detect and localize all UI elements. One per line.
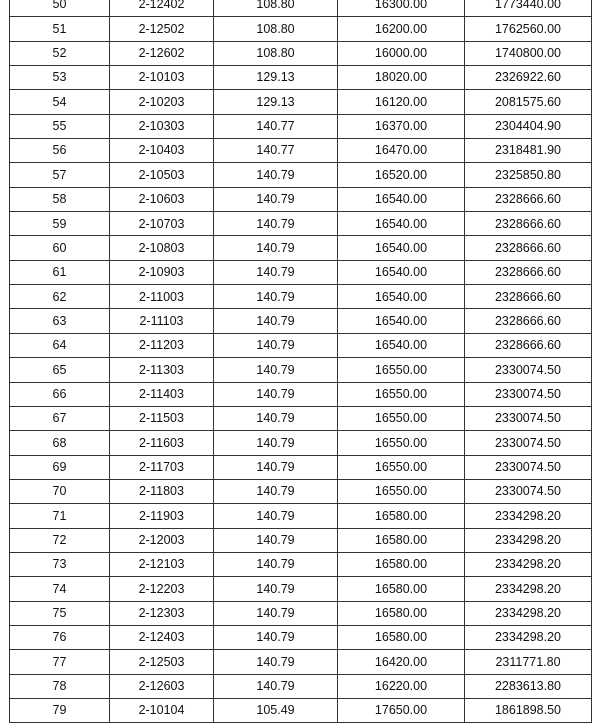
unit-price-cell: 16540.00 <box>338 285 465 309</box>
table-row <box>10 382 592 406</box>
total-price-cell: 2311771.80 <box>465 650 592 674</box>
table-row <box>10 674 592 698</box>
area-cell: 140.79 <box>214 358 338 382</box>
room-number-cell: 2-12203 <box>110 577 214 601</box>
table-row <box>10 455 592 479</box>
unit-price-cell: 16420.00 <box>338 650 465 674</box>
room-number-cell: 2-12602 <box>110 41 214 65</box>
total-price-cell: 2328666.60 <box>465 187 592 211</box>
table-row <box>10 625 592 649</box>
room-number-cell: 2-12303 <box>110 601 214 625</box>
table-row <box>10 504 592 528</box>
price-table <box>9 0 592 723</box>
table-row <box>10 139 592 163</box>
room-number-cell: 2-10903 <box>110 260 214 284</box>
room-number-cell: 2-11003 <box>110 285 214 309</box>
unit-price-cell: 16580.00 <box>338 601 465 625</box>
room-number-cell: 2-11603 <box>110 431 214 455</box>
row-number-cell: 60 <box>10 236 110 260</box>
total-price-cell: 2325850.80 <box>465 163 592 187</box>
row-number-cell: 51 <box>10 17 110 41</box>
room-number-cell: 2-11203 <box>110 333 214 357</box>
row-number-cell: 67 <box>10 406 110 430</box>
unit-price-cell: 16200.00 <box>338 17 465 41</box>
row-number-cell: 52 <box>10 41 110 65</box>
total-price-cell: 2334298.20 <box>465 528 592 552</box>
total-price-cell: 2330074.50 <box>465 455 592 479</box>
area-cell: 140.79 <box>214 650 338 674</box>
area-cell: 108.80 <box>214 0 338 17</box>
table-row <box>10 601 592 625</box>
area-cell: 140.79 <box>214 552 338 576</box>
table-row <box>10 163 592 187</box>
room-number-cell: 2-11403 <box>110 382 214 406</box>
row-number-cell: 59 <box>10 212 110 236</box>
row-number-cell: 54 <box>10 90 110 114</box>
room-number-cell: 2-12103 <box>110 552 214 576</box>
total-price-cell: 2334298.20 <box>465 625 592 649</box>
row-number-cell: 66 <box>10 382 110 406</box>
total-price-cell: 2330074.50 <box>465 431 592 455</box>
table-row <box>10 17 592 41</box>
unit-price-cell: 18020.00 <box>338 66 465 90</box>
unit-price-cell: 16550.00 <box>338 455 465 479</box>
total-price-cell: 2328666.60 <box>465 333 592 357</box>
total-price-cell: 2318481.90 <box>465 139 592 163</box>
row-number-cell: 68 <box>10 431 110 455</box>
total-price-cell: 1740800.00 <box>465 41 592 65</box>
table-row <box>10 66 592 90</box>
table-row <box>10 528 592 552</box>
total-price-cell: 2081575.60 <box>465 90 592 114</box>
row-number-cell: 79 <box>10 698 110 722</box>
area-cell: 140.79 <box>214 309 338 333</box>
row-number-cell: 78 <box>10 674 110 698</box>
area-cell: 140.79 <box>214 212 338 236</box>
total-price-cell: 2334298.20 <box>465 601 592 625</box>
room-number-cell: 2-10503 <box>110 163 214 187</box>
unit-price-cell: 16370.00 <box>338 114 465 138</box>
area-cell: 129.13 <box>214 90 338 114</box>
room-number-cell: 2-12603 <box>110 674 214 698</box>
table-row <box>10 479 592 503</box>
area-cell: 140.79 <box>214 406 338 430</box>
room-number-cell: 2-10104 <box>110 698 214 722</box>
table-row <box>10 212 592 236</box>
unit-price-cell: 16540.00 <box>338 309 465 333</box>
row-number-cell: 56 <box>10 139 110 163</box>
table-row <box>10 285 592 309</box>
row-number-cell: 76 <box>10 625 110 649</box>
room-number-cell: 2-10803 <box>110 236 214 260</box>
row-number-cell: 73 <box>10 552 110 576</box>
unit-price-cell: 16580.00 <box>338 577 465 601</box>
unit-price-cell: 16580.00 <box>338 504 465 528</box>
room-number-cell: 2-12402 <box>110 0 214 17</box>
total-price-cell: 2328666.60 <box>465 285 592 309</box>
total-price-cell: 2304404.90 <box>465 114 592 138</box>
row-number-cell: 53 <box>10 66 110 90</box>
row-number-cell: 62 <box>10 285 110 309</box>
table-row <box>10 0 592 17</box>
room-number-cell: 2-12503 <box>110 650 214 674</box>
room-number-cell: 2-12502 <box>110 17 214 41</box>
table-row <box>10 260 592 284</box>
table-row <box>10 698 592 722</box>
room-number-cell: 2-10403 <box>110 139 214 163</box>
table-row <box>10 650 592 674</box>
area-cell: 140.79 <box>214 528 338 552</box>
unit-price-cell: 17650.00 <box>338 698 465 722</box>
area-cell: 140.79 <box>214 187 338 211</box>
row-number-cell: 70 <box>10 479 110 503</box>
table-row <box>10 309 592 333</box>
room-number-cell: 2-11103 <box>110 309 214 333</box>
unit-price-cell: 16540.00 <box>338 260 465 284</box>
room-number-cell: 2-11803 <box>110 479 214 503</box>
unit-price-cell: 16540.00 <box>338 333 465 357</box>
row-number-cell: 61 <box>10 260 110 284</box>
row-number-cell: 77 <box>10 650 110 674</box>
unit-price-cell: 16550.00 <box>338 479 465 503</box>
unit-price-cell: 16470.00 <box>338 139 465 163</box>
table-row <box>10 114 592 138</box>
unit-price-cell: 16580.00 <box>338 528 465 552</box>
table-row <box>10 90 592 114</box>
unit-price-cell: 16000.00 <box>338 41 465 65</box>
room-number-cell: 2-10203 <box>110 90 214 114</box>
total-price-cell: 2328666.60 <box>465 212 592 236</box>
area-cell: 129.13 <box>214 66 338 90</box>
row-number-cell: 57 <box>10 163 110 187</box>
room-number-cell: 2-10103 <box>110 66 214 90</box>
table-row <box>10 577 592 601</box>
unit-price-cell: 16300.00 <box>338 0 465 17</box>
area-cell: 108.80 <box>214 41 338 65</box>
unit-price-cell: 16580.00 <box>338 625 465 649</box>
area-cell: 140.79 <box>214 163 338 187</box>
table-row <box>10 187 592 211</box>
row-number-cell: 65 <box>10 358 110 382</box>
unit-price-cell: 16540.00 <box>338 236 465 260</box>
table-row <box>10 552 592 576</box>
total-price-cell: 2326922.60 <box>465 66 592 90</box>
total-price-cell: 2328666.60 <box>465 236 592 260</box>
unit-price-cell: 16120.00 <box>338 90 465 114</box>
total-price-cell: 1762560.00 <box>465 17 592 41</box>
total-price-cell: 2328666.60 <box>465 309 592 333</box>
area-cell: 140.79 <box>214 285 338 309</box>
table-row <box>10 406 592 430</box>
area-cell: 140.79 <box>214 504 338 528</box>
total-price-cell: 1861898.50 <box>465 698 592 722</box>
area-cell: 140.79 <box>214 382 338 406</box>
area-cell: 140.79 <box>214 333 338 357</box>
area-cell: 140.79 <box>214 577 338 601</box>
row-number-cell: 50 <box>10 0 110 17</box>
room-number-cell: 2-12003 <box>110 528 214 552</box>
price-table-body <box>10 0 592 723</box>
room-number-cell: 2-10603 <box>110 187 214 211</box>
price-table-wrapper <box>9 0 591 723</box>
unit-price-cell: 16550.00 <box>338 406 465 430</box>
room-number-cell: 2-11903 <box>110 504 214 528</box>
room-number-cell: 2-10703 <box>110 212 214 236</box>
table-row <box>10 41 592 65</box>
row-number-cell: 63 <box>10 309 110 333</box>
area-cell: 140.77 <box>214 114 338 138</box>
total-price-cell: 2330074.50 <box>465 406 592 430</box>
room-number-cell: 2-10303 <box>110 114 214 138</box>
total-price-cell: 2334298.20 <box>465 577 592 601</box>
row-number-cell: 75 <box>10 601 110 625</box>
room-number-cell: 2-11503 <box>110 406 214 430</box>
row-number-cell: 72 <box>10 528 110 552</box>
row-number-cell: 71 <box>10 504 110 528</box>
total-price-cell: 2330074.50 <box>465 479 592 503</box>
unit-price-cell: 16520.00 <box>338 163 465 187</box>
area-cell: 140.79 <box>214 625 338 649</box>
unit-price-cell: 16540.00 <box>338 187 465 211</box>
unit-price-cell: 16540.00 <box>338 212 465 236</box>
area-cell: 105.49 <box>214 698 338 722</box>
row-number-cell: 69 <box>10 455 110 479</box>
total-price-cell: 2334298.20 <box>465 504 592 528</box>
area-cell: 140.79 <box>214 236 338 260</box>
unit-price-cell: 16550.00 <box>338 431 465 455</box>
unit-price-cell: 16580.00 <box>338 552 465 576</box>
unit-price-cell: 16550.00 <box>338 358 465 382</box>
total-price-cell: 2283613.80 <box>465 674 592 698</box>
room-number-cell: 2-11703 <box>110 455 214 479</box>
total-price-cell: 2330074.50 <box>465 382 592 406</box>
row-number-cell: 58 <box>10 187 110 211</box>
area-cell: 140.79 <box>214 601 338 625</box>
total-price-cell: 2330074.50 <box>465 358 592 382</box>
unit-price-cell: 16220.00 <box>338 674 465 698</box>
table-row <box>10 358 592 382</box>
area-cell: 140.79 <box>214 479 338 503</box>
area-cell: 140.79 <box>214 674 338 698</box>
table-row <box>10 236 592 260</box>
total-price-cell: 2328666.60 <box>465 260 592 284</box>
table-row <box>10 431 592 455</box>
area-cell: 140.77 <box>214 139 338 163</box>
area-cell: 140.79 <box>214 431 338 455</box>
area-cell: 108.80 <box>214 17 338 41</box>
row-number-cell: 55 <box>10 114 110 138</box>
area-cell: 140.79 <box>214 455 338 479</box>
row-number-cell: 74 <box>10 577 110 601</box>
unit-price-cell: 16550.00 <box>338 382 465 406</box>
room-number-cell: 2-12403 <box>110 625 214 649</box>
table-row <box>10 333 592 357</box>
row-number-cell: 64 <box>10 333 110 357</box>
area-cell: 140.79 <box>214 260 338 284</box>
total-price-cell: 2334298.20 <box>465 552 592 576</box>
room-number-cell: 2-11303 <box>110 358 214 382</box>
total-price-cell: 1773440.00 <box>465 0 592 17</box>
